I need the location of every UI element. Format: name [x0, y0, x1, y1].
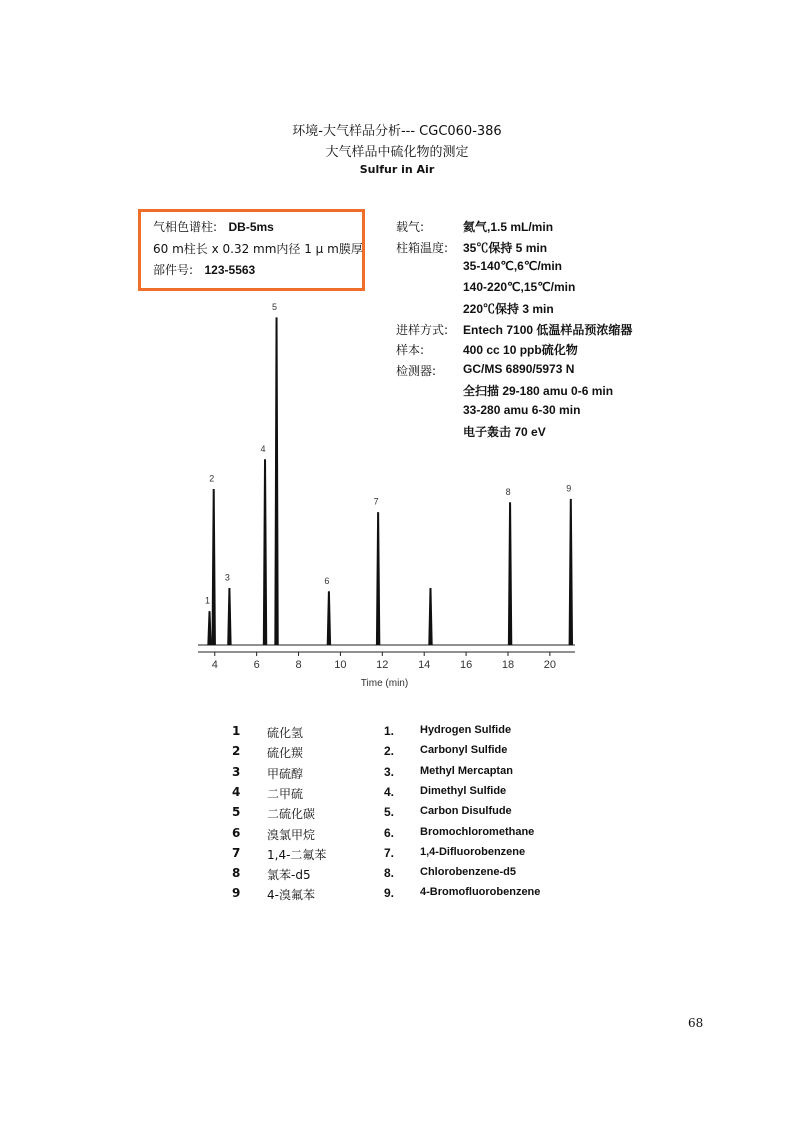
condition-label: 进样方式:	[396, 322, 449, 337]
page-subtitle-cn: 大气样品中硫化物的测定	[325, 145, 469, 160]
x-tick-label: 12	[376, 659, 389, 671]
x-axis-label: Time (min)	[360, 678, 409, 689]
x-tick-label: 16	[459, 659, 473, 671]
x-tick-label: 18	[501, 659, 515, 671]
legend-name-cn: 甲硫醇	[267, 766, 304, 781]
peak-unlabeled	[429, 589, 432, 645]
column-dimensions: 60 m柱长 x 0.32 mm内径 1 μ m膜厚	[153, 242, 363, 256]
legend-number: 6	[232, 825, 241, 840]
condition-value: 电子轰击 70 eV	[463, 425, 546, 439]
legend-name-cn: 硫化羰	[267, 746, 304, 761]
peak-3	[228, 589, 231, 645]
condition-value: Entech 7100 低温样品预浓缩器	[463, 322, 633, 337]
condition-label: 载气:	[396, 220, 425, 234]
condition-value: 140-220℃,15℃/min	[463, 279, 576, 294]
peak-4	[263, 460, 266, 645]
x-tick-label: 20	[543, 659, 556, 671]
legend-number-en: 3.	[384, 764, 395, 779]
legend-number: 8	[232, 866, 241, 881]
condition-label: 检测器:	[396, 363, 437, 378]
legend-row	[0, 886, 794, 904]
legend-name-cn: 二甲硫	[267, 786, 304, 801]
x-tick-label: 6	[253, 659, 260, 671]
legend-number: 3	[232, 764, 241, 779]
legend-number-en: 4.	[384, 784, 395, 799]
peak-label: 5	[272, 302, 278, 312]
peak-8	[508, 503, 511, 645]
legend-name-en: Bromochloromethane	[420, 825, 535, 838]
legend-name-en: Hydrogen Sulfide	[420, 724, 512, 736]
condition-value: 氦气,1.5 mL/min	[463, 220, 554, 234]
x-tick-label: 14	[418, 659, 431, 671]
legend-name-en: 1,4-Difluorobenzene	[420, 845, 526, 858]
condition-value: 35℃保持 5 min	[463, 240, 548, 255]
peak-label: 1	[205, 595, 211, 606]
peak-6	[327, 592, 330, 645]
peak-label: 8	[505, 486, 511, 497]
legend-number: 2	[232, 744, 241, 759]
legend-number: 9	[232, 886, 241, 901]
legend-number-en: 9.	[384, 886, 395, 901]
peak-label: 7	[373, 496, 379, 507]
peak-9	[569, 500, 572, 646]
x-tick-label: 10	[334, 659, 347, 671]
condition-value: GC/MS 6890/5973 N	[463, 361, 575, 376]
legend-name-cn: 溴氯甲烷	[267, 827, 316, 842]
legend-number: 1	[232, 724, 241, 738]
legend-row	[0, 826, 794, 844]
page-number: 68	[688, 1016, 704, 1030]
peak-5	[275, 318, 278, 645]
legend-number-en: 7.	[384, 845, 395, 860]
legend-name-en: Carbon Disulfude	[420, 805, 512, 818]
legend-name-cn: 二硫化碳	[267, 807, 316, 822]
peak-1	[208, 612, 211, 645]
legend-row	[0, 805, 794, 823]
condition-label: 柱箱温度:	[396, 240, 449, 255]
x-tick-label: 8	[295, 659, 302, 671]
legend-name-en: 4-Bromofluorobenzene	[420, 886, 541, 899]
page-subtitle-en: Sulfur in Air	[359, 163, 435, 176]
peak-label: 4	[260, 443, 266, 454]
legend-name-en: Chlorobenzene-d5	[420, 866, 516, 879]
condition-value: 全扫描 29-180 amu 0-6 min	[463, 384, 614, 398]
peak-label: 9	[566, 483, 572, 494]
condition-value: 220℃保持 3 min	[463, 302, 554, 316]
part-number-value: 123-5563	[204, 263, 256, 277]
legend-name-cn: 4-溴氟苯	[267, 888, 315, 903]
legend-name-en: Dimethyl Sulfide	[420, 784, 507, 797]
peak-label: 2	[209, 473, 215, 484]
legend-number-en: 8.	[384, 866, 395, 881]
legend-row	[0, 765, 794, 783]
legend-name-cn: 1,4-二氟苯	[267, 847, 327, 862]
legend-row	[0, 866, 794, 884]
legend-number-en: 5.	[384, 805, 395, 820]
condition-value: 35-140℃,6℃/min	[463, 259, 562, 273]
legend-name-en: Carbonyl Sulfide	[420, 744, 508, 757]
condition-value: 33-280 amu 6-30 min	[463, 402, 581, 417]
condition-value: 400 cc 10 ppb硫化物	[463, 343, 578, 357]
column-label: 气相色谱柱:	[153, 220, 218, 234]
legend-number: 4	[232, 784, 241, 799]
legend-name-cn: 氯苯-d5	[267, 868, 311, 883]
legend-number-en: 1.	[384, 724, 395, 738]
legend-name-en: Methyl Mercaptan	[420, 764, 513, 777]
legend-number-en: 2.	[384, 744, 395, 759]
peak-2	[212, 490, 215, 645]
peak-label: 6	[324, 575, 330, 586]
peak-7	[377, 513, 380, 645]
legend-number: 5	[232, 805, 241, 820]
legend-name-cn: 硫化氢	[267, 726, 304, 740]
condition-label: 样本:	[396, 343, 425, 357]
legend-row	[0, 846, 794, 864]
part-number-label: 部件号:	[153, 263, 194, 277]
x-tick-label: 4	[211, 659, 218, 671]
legend-row	[0, 744, 794, 762]
peak-label: 3	[224, 572, 230, 583]
legend-row	[0, 724, 794, 742]
page-title: 环境-大气样品分析--- CGC060-386	[292, 124, 502, 139]
legend-row	[0, 785, 794, 803]
legend-number: 7	[232, 845, 241, 860]
legend-number-en: 6.	[384, 825, 395, 840]
column-value: DB-5ms	[228, 220, 274, 234]
